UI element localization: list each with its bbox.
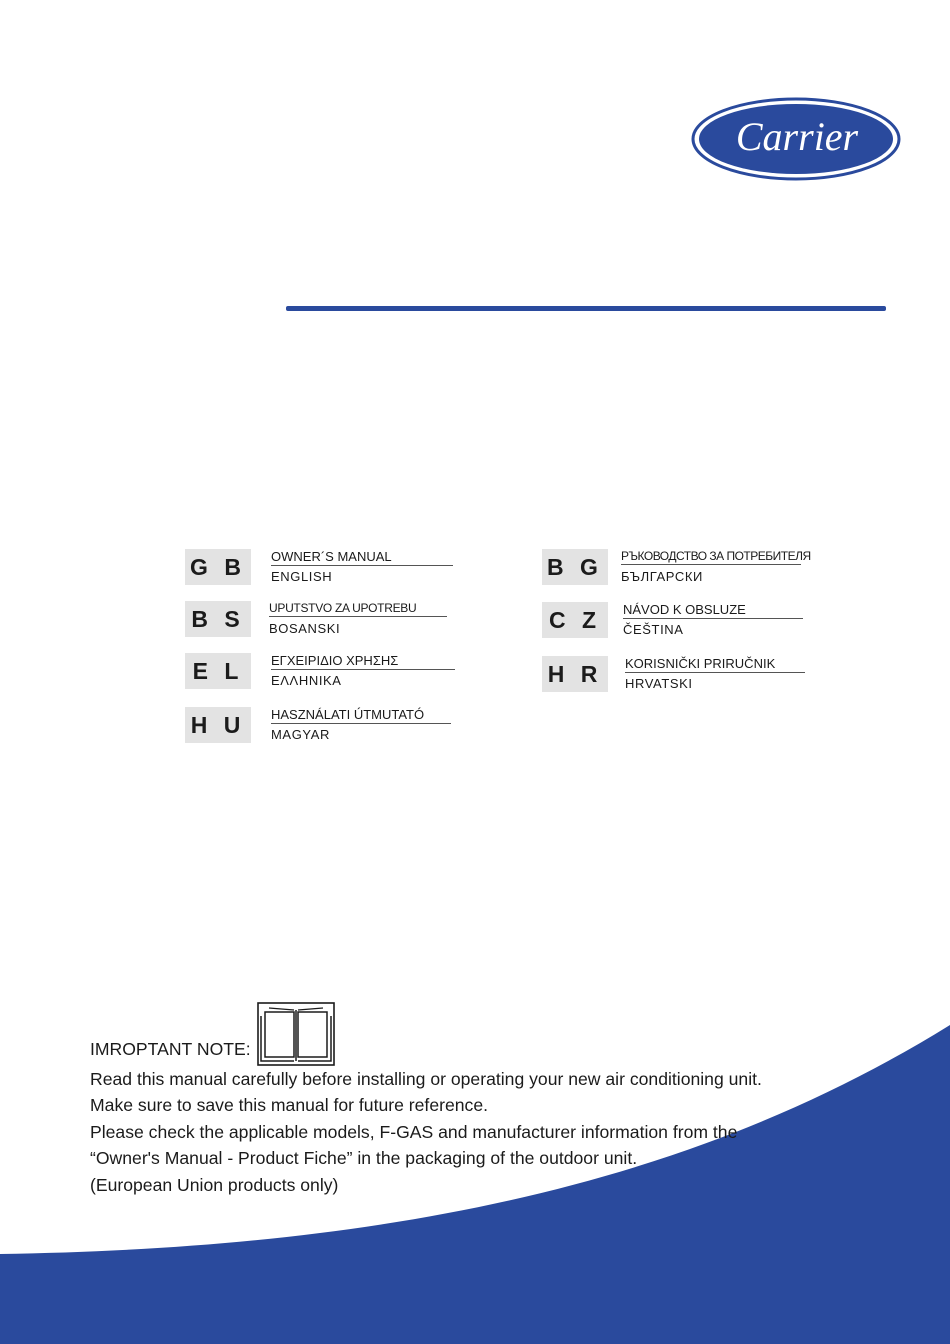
language-name: БЪЛГАРСКИ (621, 569, 703, 584)
open-book-icon (257, 1002, 335, 1066)
language-code: H U (185, 707, 251, 743)
language-code: H R (542, 656, 608, 692)
note-heading: IMROPTANT NOTE: (90, 1038, 251, 1059)
language-code: B G (542, 549, 608, 585)
language-code: B S (185, 601, 251, 637)
language-code: C Z (542, 602, 608, 638)
language-name: MAGYAR (271, 727, 330, 742)
important-note (90, 1038, 762, 1198)
note-line: Please check the applicable models, F-GAS and manufacturer information from the (90, 1121, 738, 1142)
language-code: E L (185, 653, 251, 689)
note-line: (European Union products only) (90, 1174, 339, 1195)
language-code: G B (185, 549, 251, 585)
manual-title: ΕΓΧΕΙΡΙΔΙΟ ΧΡΗΣΗΣ (271, 653, 455, 670)
note-line: Read this manual carefully before installing or operating your new air conditioning unit. (90, 1069, 762, 1089)
language-name: BOSANSKI (269, 621, 341, 636)
language-name: ENGLISH (271, 569, 333, 584)
manual-title: NÁVOD K OBSLUZE (623, 602, 803, 619)
language-name: ČEŠTINA (623, 622, 684, 637)
manual-title: OWNER´S MANUAL (271, 549, 453, 566)
language-name: HRVATSKI (625, 676, 693, 691)
language-name: ΕΛΛΗΝΙΚΑ (271, 673, 342, 688)
manual-title: HASZNÁLATI ÚTMUTATÓ (271, 707, 451, 724)
manual-title: KORISNIČKI PRIRUČNIK (625, 656, 805, 673)
note-line: “Owner's Manual - Product Fiche” in the packaging of the outdoor unit. (90, 1148, 638, 1169)
manual-title: РЪКОВОДСТВО ЗА ПОТРЕБИТЕЛЯ (621, 549, 811, 563)
manual-title: UPUTSTVO ZA UPOTREBU (269, 601, 447, 617)
logo-text: Carrier (735, 114, 859, 159)
note-line: Make sure to save this manual for future reference. (90, 1095, 489, 1116)
